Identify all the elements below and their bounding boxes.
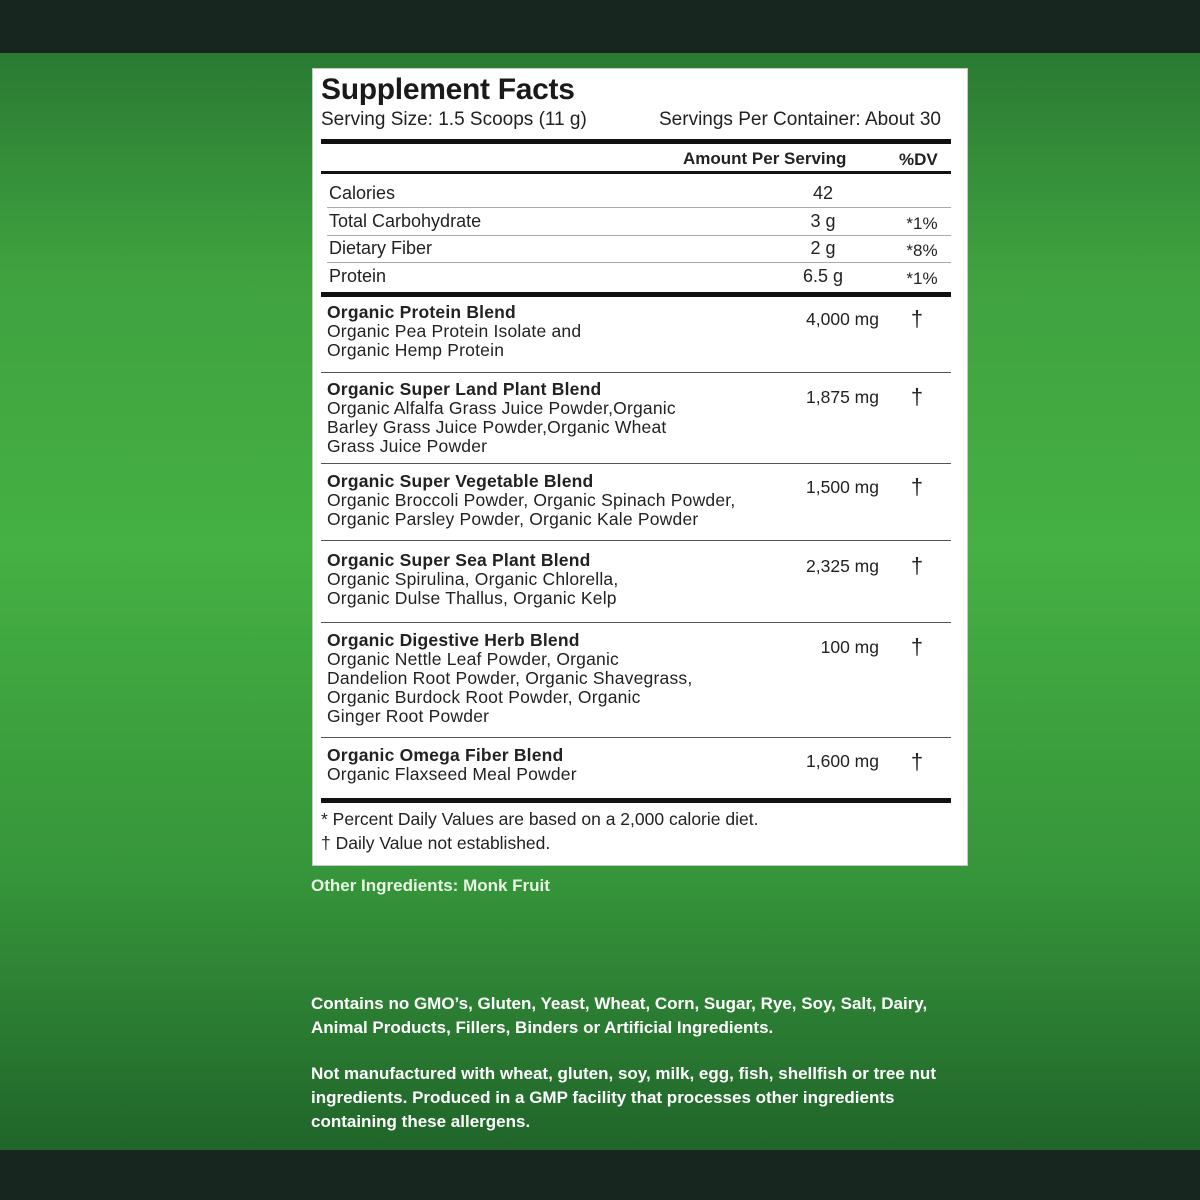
blend-name: Organic Super Vegetable Blend [327, 471, 594, 491]
panel-bottom-rule [321, 798, 951, 803]
blend-amount: 4,000 mg [806, 309, 879, 329]
blend-name: Organic Protein Blend [327, 302, 516, 322]
nutrient-amount: 3 g [810, 211, 836, 231]
blend-dv: † [910, 306, 924, 331]
blend-amount: 1,500 mg [806, 477, 879, 497]
blend-desc-line: Organic Pea Protein Isolate and [327, 321, 582, 341]
blend-item [327, 472, 787, 529]
blend-dv: † [910, 749, 924, 774]
nutrient-name: Calories [329, 183, 396, 203]
blend-dv: † [910, 634, 924, 659]
blend-divider [321, 463, 951, 464]
blend-name: Organic Omega Fiber Blend [327, 745, 564, 765]
blend-amount: 1,600 mg [806, 751, 879, 771]
nutrient-amount: 2 g [810, 238, 836, 258]
blend-dv: † [910, 553, 924, 578]
blend-divider [321, 372, 951, 373]
blend-desc-line: Dandelion Root Powder, Organic Shavegrass, [327, 668, 693, 688]
blend-name: Organic Super Land Plant Blend [327, 379, 602, 399]
blend-item [327, 380, 787, 456]
nutrient-dv: *1% [906, 214, 938, 233]
blend-amount: 2,325 mg [806, 556, 879, 576]
header-rule [321, 139, 951, 144]
footnote-dagger: † Daily Value not established. [321, 833, 551, 853]
blend-item [327, 746, 787, 784]
nutrients-end-rule [321, 292, 951, 297]
blend-divider [321, 540, 951, 541]
allergen-statement: Not manufactured with wheat, gluten, soy, milk, egg, fish, shellfish or tree nut ingredients. Produced in a GMP facility that processes other ingredients containing these allergens. [311, 1064, 936, 1131]
blend-item [327, 631, 787, 726]
nutrient-dv: *8% [906, 241, 938, 260]
supplement-facts-panel [312, 68, 968, 866]
amount-per-serving-header: Amount Per Serving [683, 149, 847, 168]
nutrient-name: Total Carbohydrate [329, 211, 482, 231]
dv-header: %DV [899, 150, 938, 169]
contains-statement: Contains no GMO’s, Gluten, Yeast, Wheat, Corn, Sugar, Rye, Soy, Salt, Dairy, Animal Products, Fillers, Binders or Artificial Ingredients. [311, 994, 928, 1037]
blend-desc-line: Organic Parsley Powder, Organic Kale Powder [327, 509, 699, 529]
blend-desc-line: Organic Nettle Leaf Powder, Organic [327, 649, 620, 669]
blend-desc-line: Ginger Root Powder [327, 706, 490, 726]
nutrient-name: Protein [329, 266, 387, 286]
nutrient-dv: *1% [906, 269, 938, 288]
panel-title: Supplement Facts [321, 73, 575, 106]
blend-divider [321, 622, 951, 623]
blend-name: Organic Super Sea Plant Blend [327, 550, 591, 570]
blend-desc-line: Organic Spirulina, Organic Chlorella, [327, 569, 619, 589]
bottom-dark-band [0, 1150, 1200, 1200]
blend-name: Organic Digestive Herb Blend [327, 630, 580, 650]
blend-desc-line: Grass Juice Powder [327, 436, 488, 456]
footnote-percent-dv: * Percent Daily Values are based on a 2,000 calorie diet. [321, 809, 759, 829]
blend-desc-line: Organic Burdock Root Powder, Organic [327, 687, 641, 707]
blend-divider [321, 737, 951, 738]
row-divider [327, 207, 951, 208]
nutrient-amount: 6.5 g [802, 266, 844, 286]
blend-amount: 100 mg [820, 637, 879, 657]
other-ingredients: Other Ingredients: Monk Fruit [311, 876, 550, 895]
blend-amount: 1,875 mg [806, 387, 879, 407]
top-dark-band [0, 0, 1200, 53]
blend-desc-line: Organic Broccoli Powder, Organic Spinach Powder, [327, 490, 736, 510]
column-header-rule [321, 171, 951, 174]
row-divider [327, 235, 951, 236]
row-divider [327, 262, 951, 263]
blend-dv: † [910, 384, 924, 409]
blend-item [327, 303, 787, 360]
blend-desc-line: Organic Alfalfa Grass Juice Powder,Organic [327, 398, 676, 418]
nutrient-amount: 42 [812, 183, 834, 203]
blend-desc-line: Organic Flaxseed Meal Powder [327, 764, 577, 784]
blend-dv: † [910, 474, 924, 499]
blend-item [327, 551, 787, 608]
blend-desc-line: Barley Grass Juice Powder,Organic Wheat [327, 417, 667, 437]
blend-desc-line: Organic Hemp Protein [327, 340, 505, 360]
blend-desc-line: Organic Dulse Thallus, Organic Kelp [327, 588, 617, 608]
serving-size: Serving Size: 1.5 Scoops (11 g) [321, 109, 587, 130]
servings-per-container: Servings Per Container: About 30 [659, 109, 942, 130]
nutrient-name: Dietary Fiber [329, 238, 433, 258]
